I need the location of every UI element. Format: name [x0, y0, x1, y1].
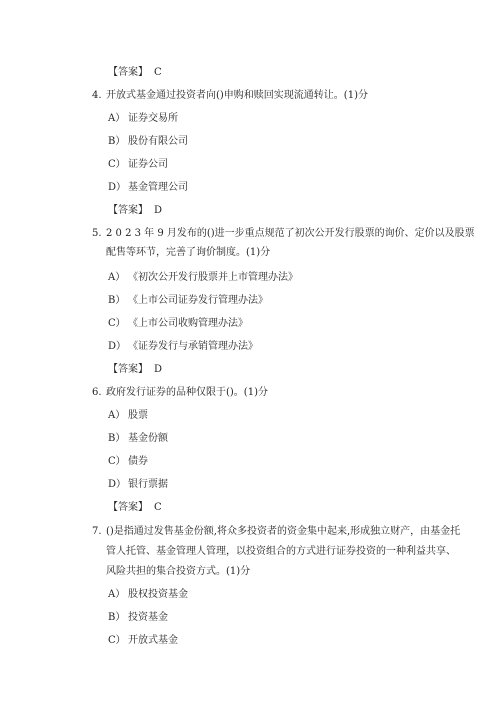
option-text: 基金份额	[128, 433, 168, 444]
answer-value: D	[154, 205, 163, 216]
option-text: 证券公司	[128, 159, 168, 170]
option-label: B）	[108, 433, 126, 444]
answer-value: D	[154, 364, 163, 375]
option-text: 股票	[128, 410, 148, 421]
answer-line	[108, 502, 162, 514]
question-text: 开放式基金通过投资者向()申购和赎回实现流通转让。(1)分	[106, 90, 368, 101]
option-label: D）	[108, 479, 127, 490]
question-7-continued	[106, 566, 250, 578]
option-label: D）	[108, 341, 127, 352]
option-b	[108, 433, 168, 445]
option-text: 银行票据	[128, 479, 168, 490]
option-b	[108, 295, 268, 307]
question-text: 管人托管、基金管理人管理，以投资组合的方式进行证券投资的一种利益共享、	[106, 546, 456, 557]
option-text: 《上市公司收购管理办法》	[128, 318, 248, 329]
option-c	[108, 456, 148, 468]
question-text: ()是指通过发售基金份额,将众多投资者的资金集中起来,形成独立财产，由基金托	[106, 526, 461, 537]
option-label: B）	[108, 612, 126, 623]
question-text: 2 0 2 3 年 9 月发布的()进一步重点规范了初次公开发行股票的询价、定价以及股票	[106, 228, 475, 239]
question-4	[92, 90, 368, 102]
option-label: B）	[108, 295, 126, 306]
question-number: 5.	[92, 228, 102, 239]
option-text: 股份有限公司	[128, 136, 188, 147]
question-7-continued	[106, 546, 456, 558]
option-label: D）	[108, 182, 127, 193]
option-c	[108, 159, 168, 171]
option-text: 《初次公开发行股票并上市管理办法》	[128, 272, 298, 283]
option-label: A）	[108, 113, 126, 124]
option-a	[108, 410, 148, 422]
option-d	[108, 182, 188, 194]
option-text: 开放式基金	[128, 635, 178, 646]
option-label: C）	[108, 159, 126, 170]
option-text: 股权投资基金	[128, 589, 188, 600]
option-label: A）	[108, 589, 126, 600]
option-c	[108, 635, 178, 647]
question-text: 政府发行证券的品种仅限于()。(1)分	[106, 387, 268, 398]
question-5	[92, 228, 475, 240]
option-a	[108, 272, 298, 284]
answer-label: 【答案】	[108, 67, 148, 78]
option-label: A）	[108, 272, 126, 283]
option-b	[108, 136, 188, 148]
answer-value: C	[154, 502, 162, 513]
question-number: 7.	[92, 526, 102, 537]
answer-label: 【答案】	[108, 205, 148, 216]
option-text: 债券	[128, 456, 148, 467]
question-number: 6.	[92, 387, 102, 398]
option-label: A）	[108, 410, 126, 421]
option-c	[108, 318, 248, 330]
answer-line	[108, 364, 162, 376]
answer-line	[108, 67, 162, 79]
question-text: 配售等环节，完善了询价制度。(1)分	[106, 247, 271, 258]
option-text: 《证券发行与承销管理办法》	[128, 341, 258, 352]
question-5-continued	[106, 247, 270, 259]
option-d	[108, 479, 168, 491]
option-d	[108, 341, 258, 353]
option-text: 投资基金	[128, 612, 168, 623]
question-text: 风险共担的集合投资方式。(1)分	[106, 566, 251, 577]
answer-label: 【答案】	[108, 364, 148, 375]
option-text: 《上市公司证券发行管理办法》	[128, 295, 268, 306]
option-b	[108, 612, 168, 624]
option-text: 基金管理公司	[128, 182, 188, 193]
option-text: 证券交易所	[128, 113, 178, 124]
answer-label: 【答案】	[108, 502, 148, 513]
option-label: C）	[108, 635, 126, 646]
option-a	[108, 113, 178, 125]
answer-line	[108, 205, 162, 217]
answer-value: C	[154, 67, 162, 78]
option-label: B）	[108, 136, 126, 147]
option-a	[108, 589, 188, 601]
question-number: 4.	[92, 90, 102, 101]
question-6	[92, 387, 268, 399]
option-label: C）	[108, 456, 126, 467]
option-label: C）	[108, 318, 126, 329]
question-7	[92, 526, 460, 538]
